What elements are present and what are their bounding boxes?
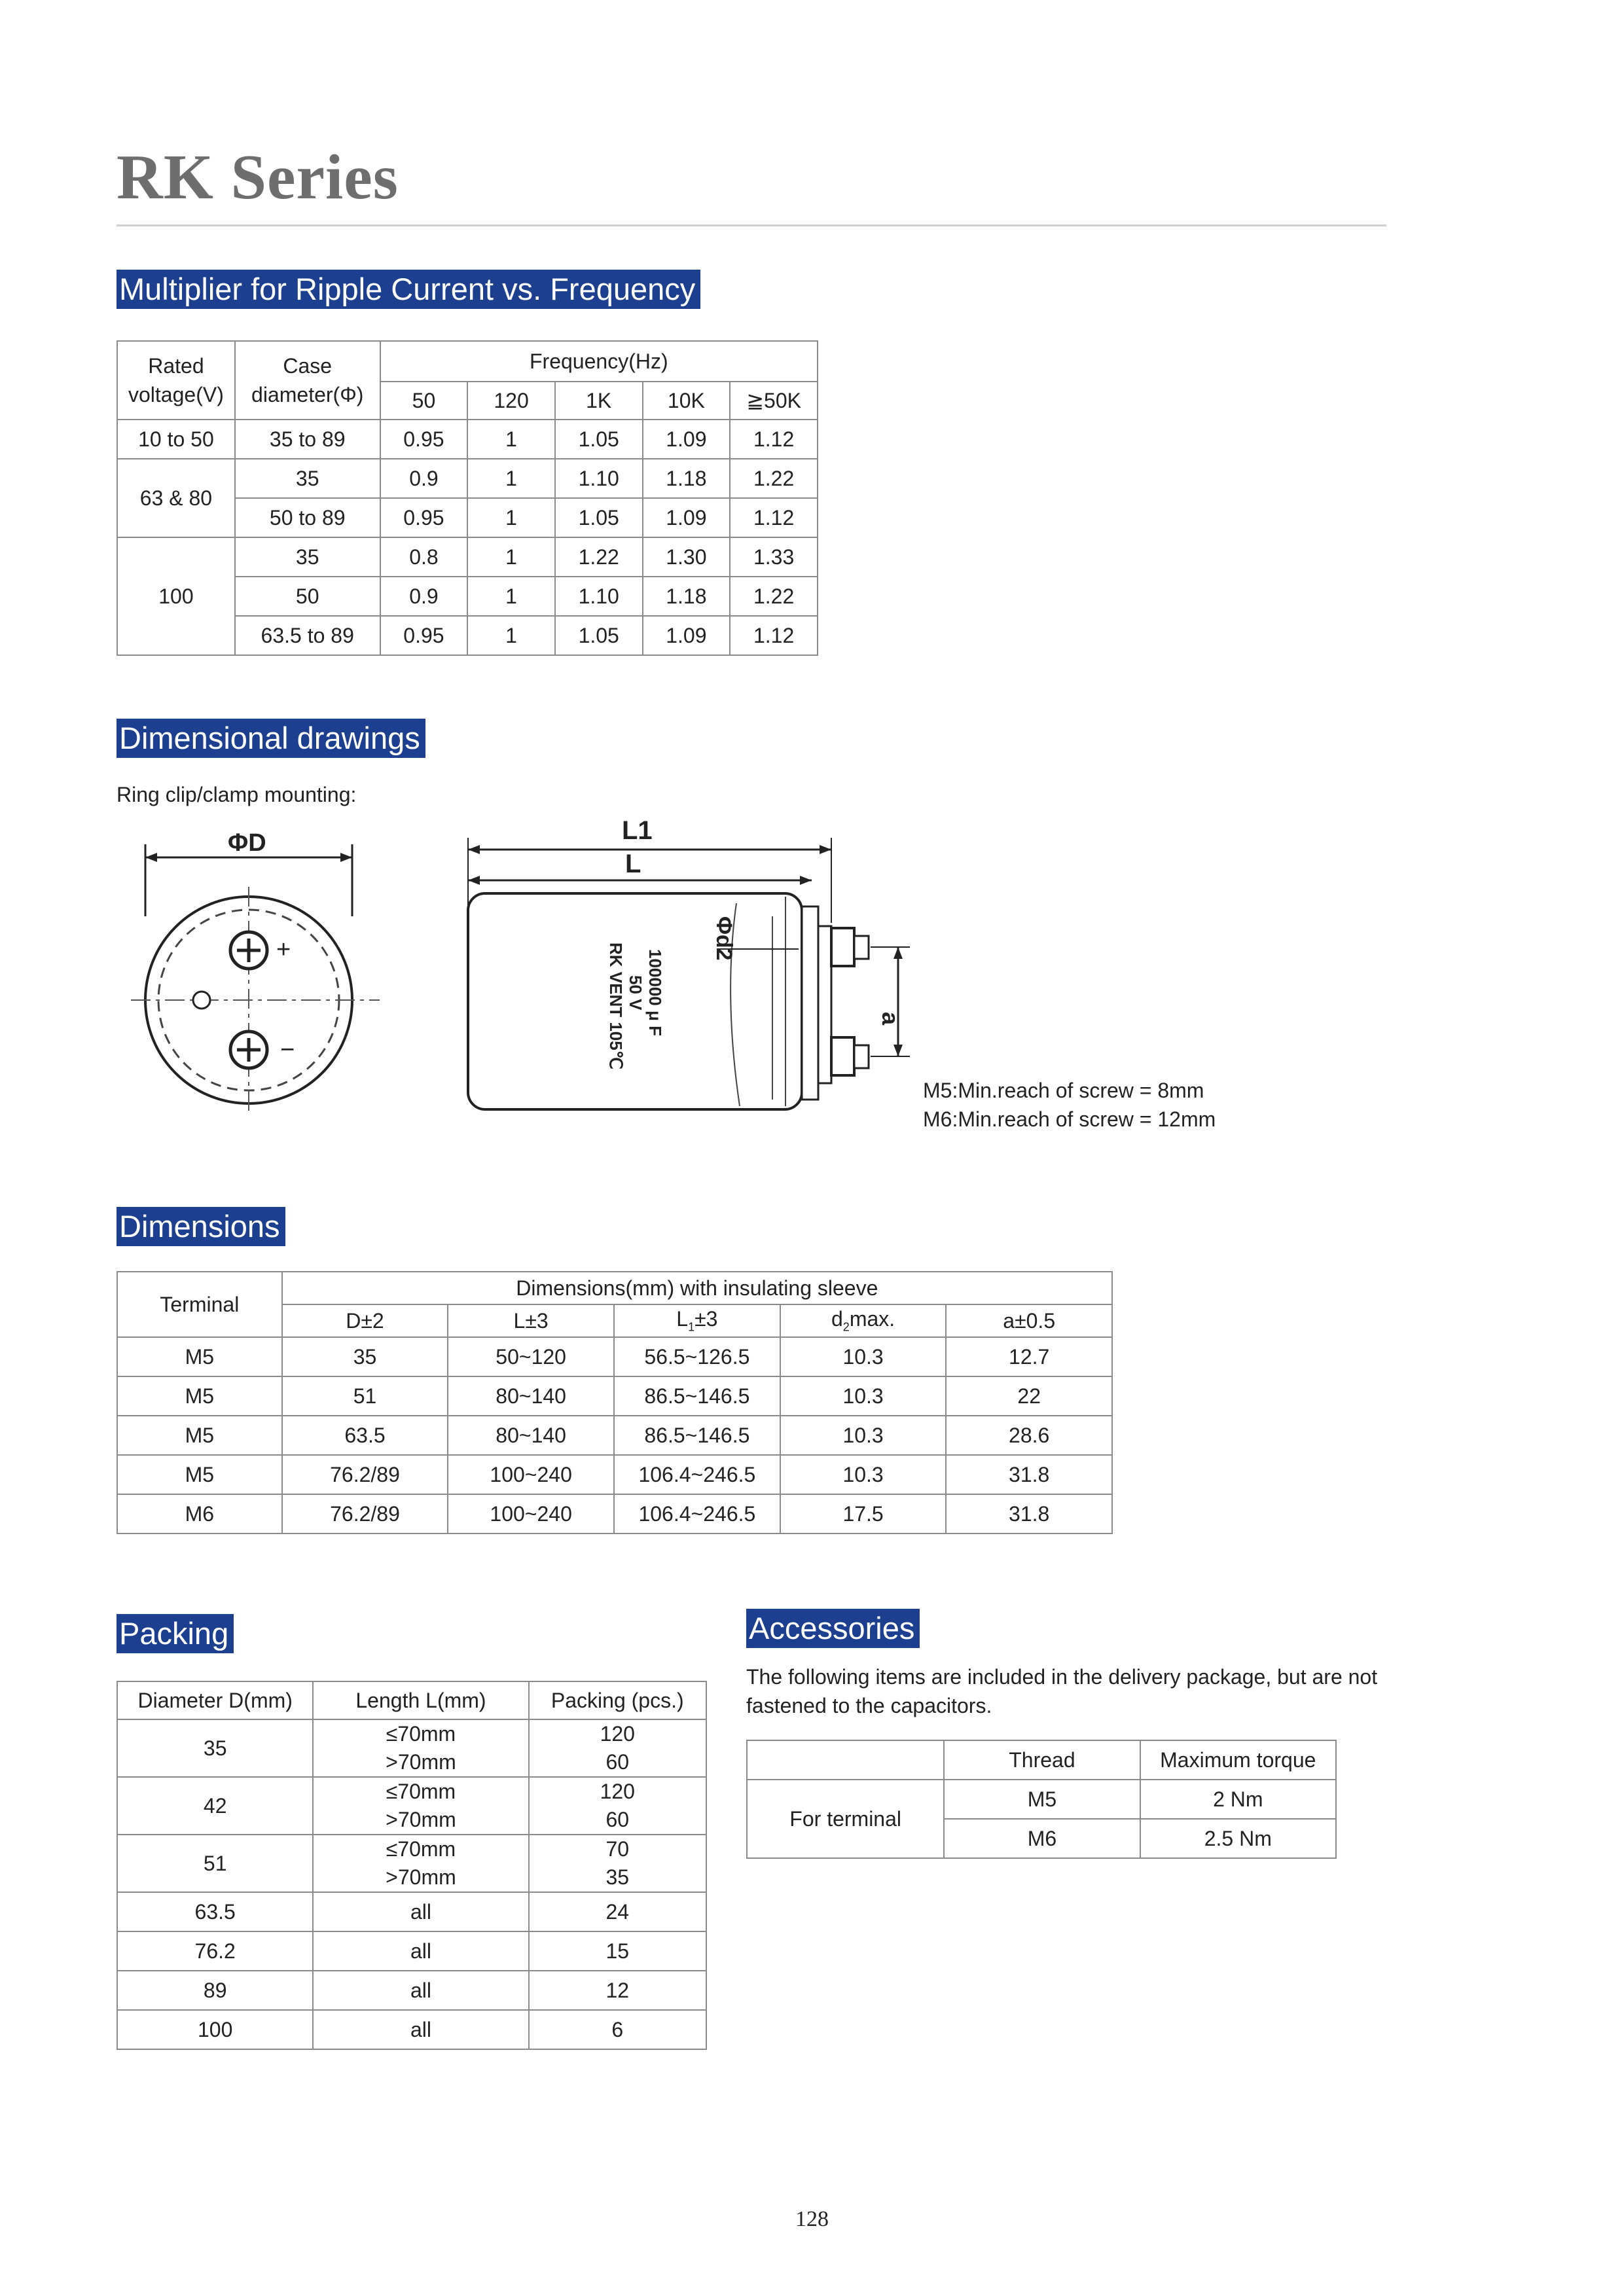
- title-divider: [117, 224, 1386, 226]
- header-freq-50: 50: [380, 382, 468, 420]
- table-row: 35 ≤70mm 120: [117, 1719, 706, 1748]
- l1-label: L1: [622, 816, 653, 845]
- table-row: >70mm 35: [117, 1863, 706, 1892]
- table-row: >70mm 60: [117, 1806, 706, 1835]
- header-empty: [747, 1740, 944, 1780]
- minus-sign: −: [280, 1036, 295, 1064]
- table-row: 42 ≤70mm 120: [117, 1777, 706, 1806]
- table-row: M5 76.2/89 100~240 106.4~246.5 10.3 31.8: [117, 1455, 1112, 1494]
- header-frequency: Frequency(Hz): [380, 341, 818, 382]
- a-label: a: [877, 1012, 904, 1026]
- header-thread: Thread: [944, 1740, 1140, 1780]
- header-l1: $L_1\pm 3$: [614, 1304, 780, 1337]
- accessories-table: [746, 1740, 1337, 1859]
- table-row: 50 to 89 0.95 1 1.05 1.09 1.12: [117, 498, 818, 537]
- section-heading-dimensions: Dimensions: [117, 1207, 285, 1246]
- section-heading-ripple: Multiplier for Ripple Current vs. Frequency: [117, 270, 700, 309]
- header-freq-120: 120: [467, 382, 555, 420]
- page-number: 128: [795, 2207, 829, 2231]
- table-row: 63.5 to 89 0.95 1 1.05 1.09 1.12: [117, 616, 818, 655]
- header-rated-voltage: Rated voltage(V): [117, 341, 235, 420]
- for-terminal-label: For terminal: [747, 1780, 944, 1858]
- table-row: M5 35 50~120 56.5~126.5 10.3 12.7: [117, 1337, 1112, 1376]
- header-a: a±0.5: [946, 1304, 1112, 1337]
- section-heading-drawings: Dimensional drawings: [117, 719, 425, 758]
- section-heading-packing: Packing: [117, 1614, 234, 1653]
- vent-hole: [193, 992, 210, 1009]
- header-torque: Maximum torque: [1140, 1740, 1336, 1780]
- l-label: L: [625, 850, 641, 878]
- table-row: M5 51 80~140 86.5~146.5 10.3 22: [117, 1376, 1112, 1416]
- body-marking-series: RK VENT 105℃: [606, 942, 626, 1069]
- header-length: Length L(mm): [313, 1681, 528, 1719]
- header-d: D±2: [282, 1304, 448, 1337]
- header-freq-50k: ≧50K: [730, 382, 818, 420]
- table-row: 50 0.9 1 1.10 1.18 1.22: [117, 577, 818, 616]
- mounting-label: Ring clip/clamp mounting:: [117, 783, 357, 806]
- terminal-screw-bottom: [831, 1037, 854, 1075]
- table-row: 63 & 80 35 0.9 1 1.10 1.18 1.22: [117, 459, 818, 498]
- body-marking-voltage: 50 V: [626, 975, 645, 1011]
- body-marking-capacitance: 100000 μ F: [645, 949, 665, 1036]
- header-dimensions-group: Dimensions(mm) with insulating sleeve: [282, 1272, 1112, 1304]
- plus-sign: +: [276, 936, 291, 963]
- accessories-description-line1: The following items are included in the delivery package, but are not: [746, 1665, 1378, 1689]
- table-row: 100 all 6: [117, 2010, 706, 2049]
- packing-table: [117, 1681, 707, 2050]
- table-row: 100 35 0.8 1 1.22 1.30 1.33: [117, 537, 818, 577]
- table-row: 10 to 50 35 to 89 0.95 1 1.05 1.09 1.12: [117, 420, 818, 459]
- header-freq-1k: 1K: [555, 382, 643, 420]
- table-row: M5 63.5 80~140 86.5~146.5 10.3 28.6: [117, 1416, 1112, 1455]
- table-row: 51 ≤70mm 70: [117, 1835, 706, 1863]
- terminal-screw-top: [831, 928, 854, 966]
- table-row: 76.2 all 15: [117, 1931, 706, 1971]
- table-row: 89 all 12: [117, 1971, 706, 2010]
- screw-note-m6: M6:Min.reach of screw = 12mm: [923, 1107, 1216, 1131]
- table-row: M6 2.5 Nm: [747, 1819, 1336, 1858]
- ripple-table: [117, 340, 818, 656]
- table-row: >70mm 60: [117, 1748, 706, 1777]
- screw-note-m5: M5:Min.reach of screw = 8mm: [923, 1079, 1204, 1102]
- header-case-diameter: Case diameter(Φ): [235, 341, 380, 420]
- capacitor-end-view-drawing: [131, 825, 406, 1139]
- section-heading-accessories: Accessories: [746, 1609, 920, 1648]
- accessories-description-line2: fastened to the capacitors.: [746, 1694, 992, 1717]
- header-packing: Packing (pcs.): [529, 1681, 706, 1719]
- page-title: RK Series: [117, 142, 399, 213]
- header-diameter: Diameter D(mm): [117, 1681, 313, 1719]
- capacitor-side-view-drawing: [458, 812, 916, 1126]
- table-row: For terminal M5 2 Nm: [747, 1780, 1336, 1819]
- header-terminal: Terminal: [117, 1272, 282, 1337]
- dimensions-table: [117, 1271, 1113, 1534]
- table-row: 63.5 all 24: [117, 1892, 706, 1931]
- phi-d2-label: Φd2: [712, 916, 736, 961]
- header-l: L±3: [448, 1304, 614, 1337]
- phi-d-label: ΦD: [228, 829, 266, 857]
- table-row: M6 76.2/89 100~240 106.4~246.5 17.5 31.8: [117, 1494, 1112, 1534]
- header-d2: $d_2\max$.: [780, 1304, 947, 1337]
- header-freq-10k: 10K: [643, 382, 731, 420]
